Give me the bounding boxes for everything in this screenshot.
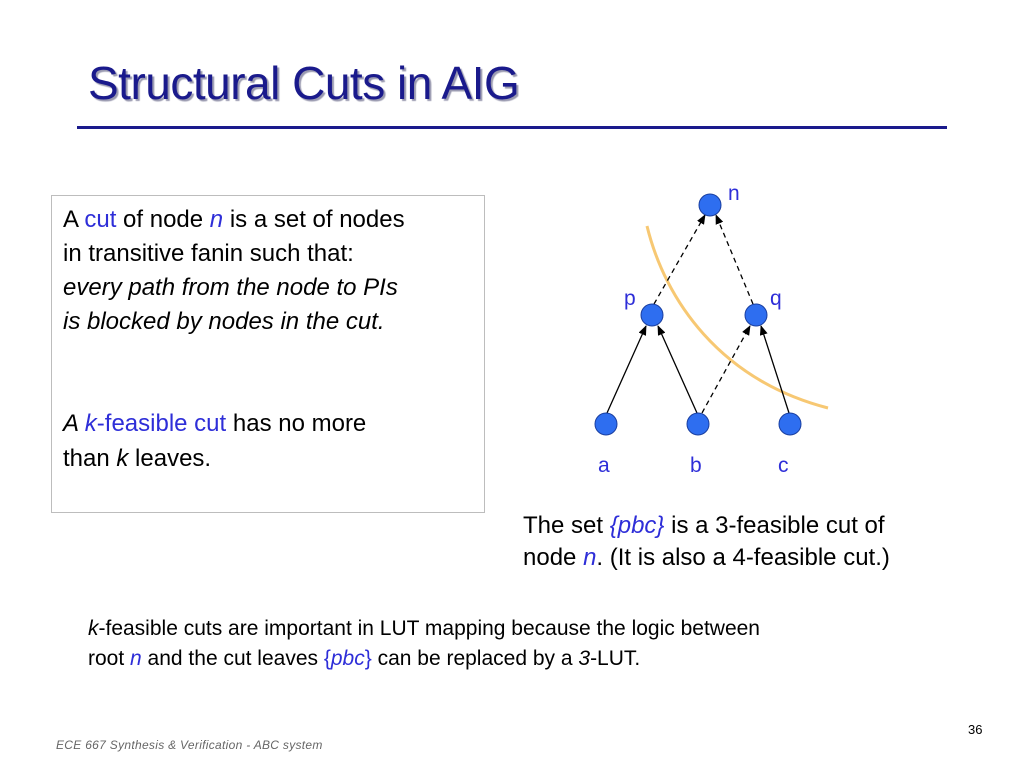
- definition-line-5: A k-feasible cut has no more: [63, 410, 367, 437]
- lut-mapping-note: [88, 614, 760, 674]
- node-p: [641, 304, 663, 326]
- note-line-2: root n and the cut leaves {pbc} can be replaced by a 3-LUT.: [88, 647, 641, 670]
- node-a: [595, 413, 617, 435]
- definition-line-2: in transitive fanin such that:: [63, 240, 354, 267]
- node-q: [745, 304, 767, 326]
- title-underline: [77, 126, 947, 129]
- node-c: [779, 413, 801, 435]
- node-n-term: n: [209, 206, 224, 233]
- label-a: a: [598, 454, 610, 477]
- cut-curve: [647, 226, 828, 408]
- slide-title: Structural Cuts in AIG: [88, 57, 520, 109]
- definition-line-6: than k leaves.: [63, 445, 212, 472]
- cut-term: cut: [84, 206, 117, 233]
- label-b: b: [690, 454, 702, 477]
- label-p: p: [624, 287, 636, 310]
- label-c: c: [778, 454, 789, 477]
- page-number: 36: [968, 722, 983, 737]
- node-b: [687, 413, 709, 435]
- edge-b-p: [658, 326, 697, 413]
- note-line-1: k-feasible cuts are important in LUT mapping because the logic between: [88, 617, 760, 640]
- k-feasible-term: -feasible cut: [96, 410, 227, 437]
- caption-line-1: The set {pbc} is a 3-feasible cut of: [523, 512, 885, 539]
- slide-footer: ECE 667 Synthesis & Verification - ABC system: [56, 738, 323, 752]
- k-term: k: [84, 410, 97, 437]
- edge-p-n: [654, 215, 705, 304]
- label-q: q: [770, 287, 782, 310]
- diagram-caption: [523, 510, 890, 574]
- definition-line-1: A cut of node n is a set of nodes: [63, 206, 405, 233]
- definition-line-4: is blocked by nodes in the cut.: [63, 308, 385, 335]
- node-n: [699, 194, 721, 216]
- cut-set-term: {pbc}: [609, 512, 665, 539]
- edge-a-p: [607, 326, 646, 413]
- edge-q-n: [716, 215, 753, 304]
- aig-cut-diagram: [560, 170, 850, 490]
- definition-line-3: every path from the node to PIs: [63, 274, 398, 301]
- edge-c-q: [761, 326, 789, 413]
- caption-line-2: node n. (It is also a 4-feasible cut.): [523, 544, 890, 571]
- label-n: n: [728, 182, 740, 205]
